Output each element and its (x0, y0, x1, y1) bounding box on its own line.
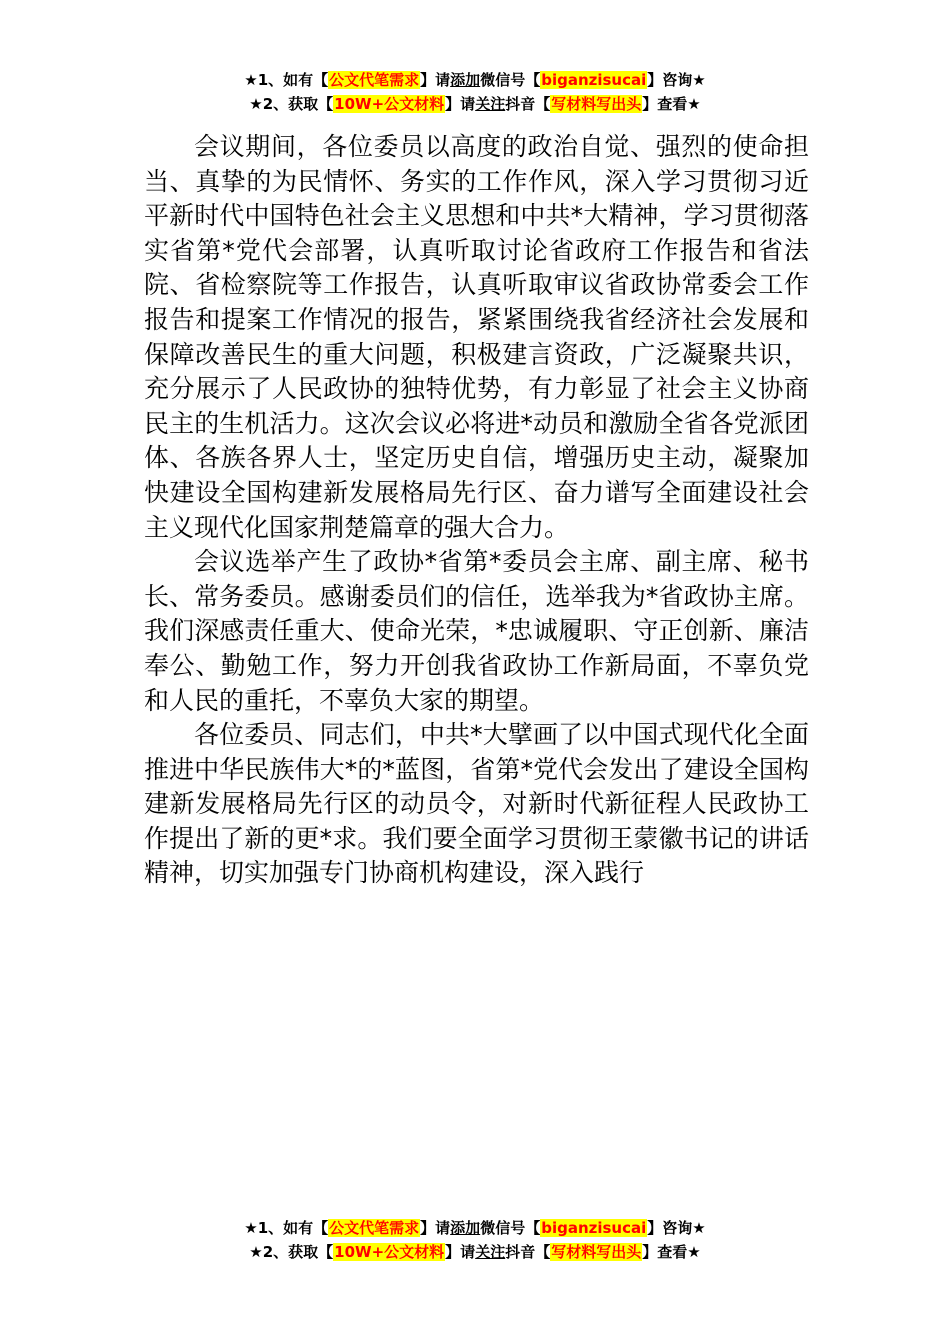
highlight-wechat-id: biganzisucai (541, 71, 647, 89)
banner-text: 微信号【 (480, 71, 541, 89)
banner-text: 】查看 (642, 1243, 688, 1261)
underlined-text: 添加 (450, 1219, 481, 1237)
underlined-text: 关注 (475, 1243, 506, 1261)
star-icon: ★ (244, 1219, 258, 1237)
banner-line-2 (0, 92, 950, 116)
banner-text: 抖音【 (505, 95, 551, 113)
underlined-text: 关注 (475, 95, 506, 113)
star-icon: ★ (692, 1219, 706, 1237)
banner-text: 】查看 (642, 95, 688, 113)
banner-line-1 (0, 1216, 950, 1240)
highlight-douyin-account: 写材料写出头 (551, 95, 642, 113)
banner-text: 】请 (445, 1243, 476, 1261)
star-icon: ★ (687, 1243, 701, 1261)
document-body (144, 130, 809, 891)
star-icon: ★ (692, 71, 706, 89)
header-banner (0, 68, 950, 116)
banner-text: 2、获取【 (262, 1243, 334, 1261)
paragraph-2: 会议选举产生了政协*省第*委员会主席、副主席、秘书长、常务委员。感谢委员们的信任，选举我为*省政协主席。我们深感责任重大、使命光荣，*忠诚履职、守正创新、廉洁奉公、勤勉工作，努力开创我省政协工作新局面，不辜负党和人民的重托，不辜负大家的期望。 (144, 547, 809, 715)
paragraph-3: 各位委员、同志们，中共*大擘画了以中国式现代化全面推进中华民族伟大*的*蓝图，省第*党代会发出了建设全国构建新发展格局先行区的动员令，对新时代新征程人民政协工作提出了新的更*求。我们要全面学习贯彻王蒙徽书记的讲话精神，切实加强专门协商机构建设，深入践行 (144, 720, 809, 888)
banner-text: 】请 (420, 1219, 451, 1237)
footer-banner (0, 1216, 950, 1264)
banner-text: 】请 (445, 95, 476, 113)
highlight-wechat-id: biganzisucai (541, 1219, 647, 1237)
highlight-materials: 10W+公文材料 (334, 1243, 445, 1261)
banner-text: 】请 (420, 71, 451, 89)
highlight-service: 公文代笔需求 (329, 1219, 420, 1237)
highlight-materials: 10W+公文材料 (334, 95, 445, 113)
star-icon: ★ (244, 71, 258, 89)
banner-text: 抖音【 (505, 1243, 551, 1261)
paragraph-1: 会议期间，各位委员以高度的政治自觉、强烈的使命担当、真挚的为民情怀、务实的工作作风，深入学习贯彻习近平新时代中国特色社会主义思想和中共*大精神，学习贯彻落实省第*党代会部署，认真听取讨论省政府工作报告和省法院、省检察院等工作报告，认真听取审议省政协常委会工作报告和提案工作情况的报告，紧紧围绕我省经济社会发展和保障改善民生的重大问题，积极建言资政，广泛凝聚共识，充分展示了人民政协的独特优势，有力彰显了社会主义协商民主的生机活力。这次会议必将进*动员和激励全省各党派团体、各族各界人士，坚定历史自信，增强历史主动，凝聚加快建设全国构建新发展格局先行区、奋力谱写全面建设社会主义现代化国家荆楚篇章的强大合力。 (144, 132, 809, 542)
banner-text: 】咨询 (647, 1219, 693, 1237)
banner-text: 】咨询 (647, 71, 693, 89)
highlight-service: 公文代笔需求 (329, 71, 420, 89)
highlight-douyin-account: 写材料写出头 (551, 1243, 642, 1261)
banner-text: 1、如有【 (257, 1219, 329, 1237)
star-icon: ★ (687, 95, 701, 113)
banner-text: 2、获取【 (262, 95, 334, 113)
star-icon: ★ (249, 95, 263, 113)
banner-line-1 (0, 68, 950, 92)
star-icon: ★ (249, 1243, 263, 1261)
banner-line-2 (0, 1240, 950, 1264)
underlined-text: 添加 (450, 71, 481, 89)
banner-text: 1、如有【 (257, 71, 329, 89)
banner-text: 微信号【 (480, 1219, 541, 1237)
